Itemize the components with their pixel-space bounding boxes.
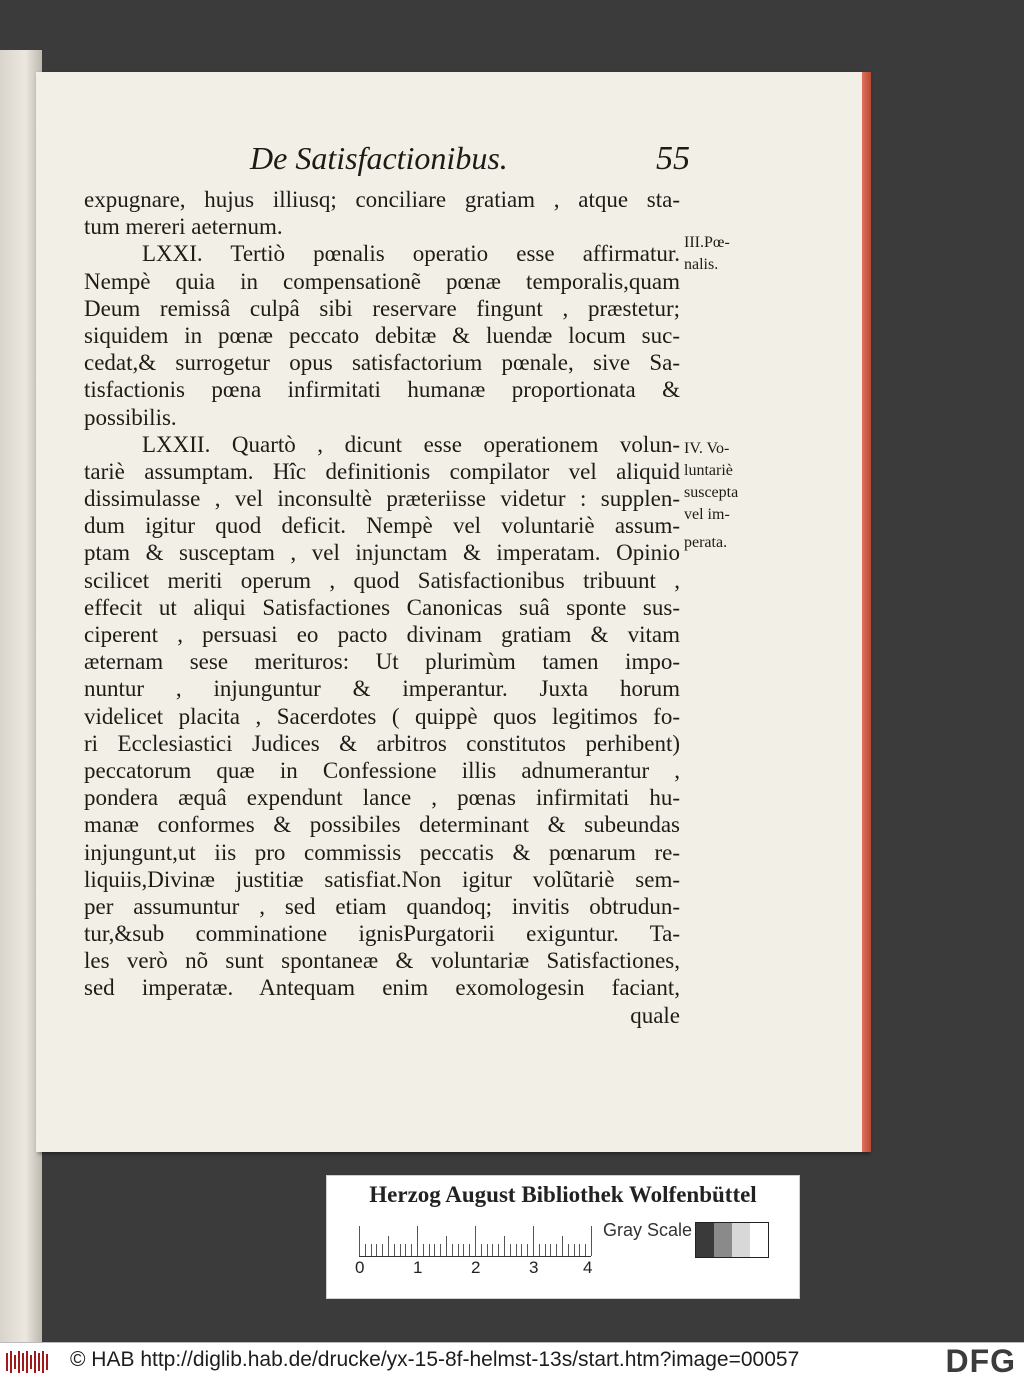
ruler-tick <box>423 1244 424 1256</box>
ruler-tick <box>446 1236 447 1256</box>
gray-scale-swatches <box>695 1222 769 1258</box>
ruler-tick <box>365 1244 366 1256</box>
margin-note: vel im- <box>684 506 730 523</box>
text-line: dissimulasse , vel inconsultè præteriisse videtur : supplen- <box>84 486 680 512</box>
text-line: effecit ut aliqui Satisfactiones Canonicas suâ sponte sus- <box>84 594 680 620</box>
text-line: æternam sese merituros: Ut plurimùm tamen impo- <box>84 649 680 675</box>
ruler-tick <box>388 1236 389 1256</box>
ruler-tick <box>498 1244 499 1256</box>
text-line: LXXI. Tertiò pœnalis operatio esse affirmatur. <box>142 241 680 267</box>
ruler-tick <box>562 1236 563 1256</box>
margin-note: suscepta <box>684 484 739 501</box>
ruler-tick <box>585 1244 586 1256</box>
text-line: expugnare, hujus illiusq; conciliare gratiam , atque sta- <box>84 187 680 212</box>
margin-note: perata. <box>684 534 728 551</box>
ruler-tick <box>539 1244 540 1256</box>
margin-note: IV. Vo- <box>684 440 730 457</box>
ruler-tick <box>545 1244 546 1256</box>
ruler-tick <box>568 1244 569 1256</box>
text-line: pondera æquâ expendunt lance , pœnas infirmitati hu- <box>84 785 680 811</box>
text-line: scilicet meriti operum , quod Satisfactionibus tribuunt , <box>84 567 680 593</box>
catchword: quale <box>630 1002 680 1028</box>
text-line: tisfactionis pœna infirmitati humanæ proportionata & <box>84 377 680 403</box>
ruler-tick <box>452 1244 453 1256</box>
ruler-tick <box>434 1244 435 1256</box>
hab-barcode-icon <box>6 1351 50 1373</box>
text-line: Deum remissâ culpâ sibi reservare fingunt , præstetur; <box>84 295 680 321</box>
ruler-tick <box>440 1244 441 1256</box>
text-line: ptam & susceptam , vel injunctam & imperatam. Opinio <box>84 540 680 566</box>
text-line: siquidem in pœnæ peccato debitæ & luendæ locum suc- <box>84 322 680 348</box>
ruler-tick <box>429 1244 430 1256</box>
ruler-tick <box>504 1236 505 1256</box>
text-line: cedat,& surrogetur opus satisfactorium pœnale, sive Sa- <box>84 350 680 376</box>
ruler-number: 4 <box>583 1258 593 1277</box>
text-line: LXXII. Quartò , dicunt esse operationem volun- <box>142 431 680 457</box>
ruler-tick <box>481 1244 482 1256</box>
ruler-number: 0 <box>355 1258 365 1277</box>
text-line: tariè assumptam. Hîc definitionis compilator vel aliquid <box>84 458 680 484</box>
ruler-tick <box>579 1244 580 1256</box>
ruler-tick <box>405 1244 406 1256</box>
ruler-tick <box>463 1244 464 1256</box>
ruler-tick <box>527 1244 528 1256</box>
text-line: possibilis. <box>84 404 177 430</box>
gray-swatch <box>714 1223 732 1257</box>
body-text <box>84 186 680 1029</box>
text-line: ri Ecclesiastici Judices & arbitros constitutos perhibent) <box>84 730 680 756</box>
ruler-tick <box>550 1244 551 1256</box>
gray-swatch <box>732 1223 750 1257</box>
text-line: sed imperatæ. Antequam enim exomologesin faciant, <box>84 975 680 1001</box>
text-line: tur,&sub comminatione ignisPurgatorii exiguntur. Ta- <box>84 921 680 947</box>
ruler-tick <box>574 1244 575 1256</box>
ruler-tick <box>382 1244 383 1256</box>
ruler-tick <box>359 1226 360 1256</box>
text-line: nuntur , injunguntur & imperantur. Juxta horum <box>84 676 680 702</box>
text-line: liquiis,Divinæ justitiæ satisfiat.Non igitur volũtariè sem- <box>84 866 680 892</box>
text-line: manæ conformes & possibiles determinant & subeundas <box>84 812 680 838</box>
text-line: Nempè quia in compensationẽ pœnæ temporalis,quam <box>84 268 680 294</box>
text-line: les verò nõ sunt spontaneæ & voluntariæ Satisfactiones, <box>84 948 680 974</box>
ruler-tick <box>469 1244 470 1256</box>
page-red-edge <box>862 72 871 1152</box>
ruler-tick <box>492 1244 493 1256</box>
text-line: injungunt,ut iis pro commissis peccatis & pœnarum re- <box>84 839 680 865</box>
margin-note: III.Pœ- <box>684 234 730 251</box>
ruler-tick <box>376 1244 377 1256</box>
footer-bar <box>0 1342 1024 1380</box>
ruler-tick <box>591 1226 592 1256</box>
gray-scale-label: Gray Scale <box>603 1220 693 1240</box>
text-line: per assumuntur , sed etiam quandoq; invitis obtrudun- <box>84 893 680 919</box>
text-line: dum igitur quod deficit. Nempè vel voluntariè assum- <box>84 513 680 539</box>
library-name: Herzog August Bibliothek Wolfenbüttel <box>369 1182 757 1207</box>
ruler-tick <box>371 1244 372 1256</box>
ruler-tick <box>394 1244 395 1256</box>
ruler-number: 3 <box>529 1258 539 1277</box>
ruler-tick <box>411 1244 412 1256</box>
ruler-tick <box>475 1226 476 1256</box>
text-line: ciperent , persuasi eo pacto divinam gratiam & vitam <box>84 622 680 647</box>
ruler-tick <box>521 1244 522 1256</box>
text-line: tum mereri aeternum. <box>84 214 283 240</box>
ruler-tick <box>516 1244 517 1256</box>
ruler-number: 2 <box>471 1258 481 1277</box>
gray-swatch <box>696 1223 714 1257</box>
page-number: 55 <box>656 140 690 177</box>
ruler-tick <box>556 1244 557 1256</box>
ruler-number: 1 <box>413 1258 423 1277</box>
dfg-logo: DFG <box>945 1343 1016 1379</box>
text-line: videlicet placita , Sacerdotes ( quippè quos legitimos fo- <box>84 703 680 729</box>
text-line: peccatorum quæ in Confessione illis adnumerantur , <box>84 757 680 783</box>
ruler-tick <box>510 1244 511 1256</box>
page-header <box>250 140 690 184</box>
ruler-tick <box>458 1244 459 1256</box>
ruler-tick <box>487 1244 488 1256</box>
ruler-tick <box>417 1226 418 1256</box>
gray-swatch <box>750 1223 768 1257</box>
ruler-tick <box>533 1226 534 1256</box>
library-color-card <box>326 1175 800 1299</box>
ruler-scale <box>359 1222 591 1257</box>
copyright-url[interactable]: © HAB http://diglib.hab.de/drucke/yx-15-8f-helmst-13s/start.htm?image=00057 <box>70 1348 800 1371</box>
margin-note: nalis. <box>684 256 719 273</box>
running-head: De Satisfactionibus. <box>250 140 508 176</box>
ruler-tick <box>400 1244 401 1256</box>
margin-note: luntariè <box>684 462 733 479</box>
